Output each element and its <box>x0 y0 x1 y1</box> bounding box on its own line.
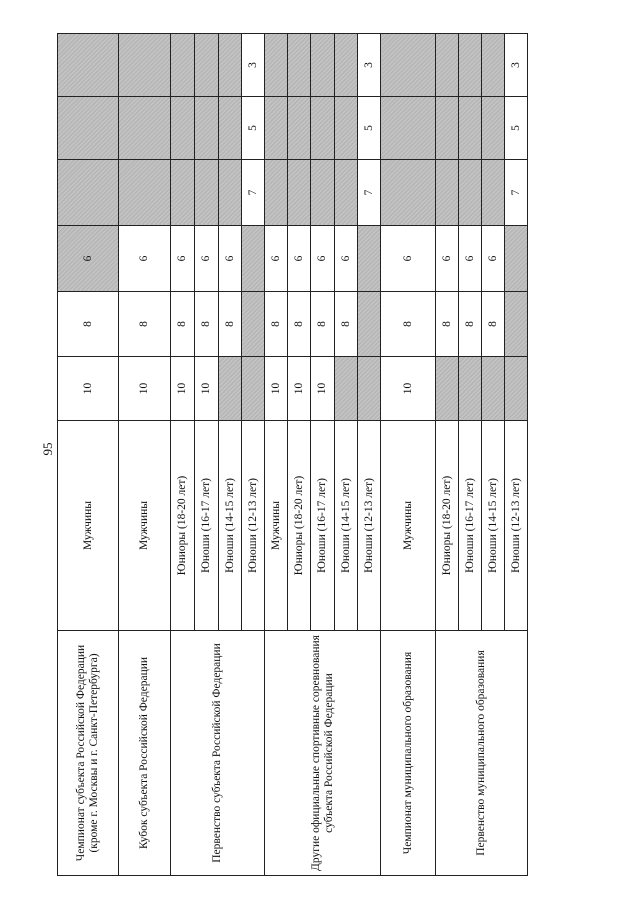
place-value-cell: 8 <box>171 292 195 357</box>
place-value-cell <box>171 160 195 226</box>
event-name-cell: Первенство субъекта Российской Федерации <box>171 631 265 876</box>
place-value-cell: 5 <box>242 97 265 160</box>
place-value-cell: 3 <box>505 34 528 97</box>
place-value-cell: 7 <box>242 160 265 226</box>
place-value-cell: 8 <box>288 292 311 357</box>
event-name-cell: Первенство муниципального образования <box>436 631 528 876</box>
place-value-cell <box>265 160 288 226</box>
place-value-cell <box>505 226 528 292</box>
place-value-cell: 10 <box>288 357 311 421</box>
place-value-cell <box>58 34 119 97</box>
place-value-cell <box>381 34 436 97</box>
place-value-cell <box>195 97 219 160</box>
place-value-cell <box>505 292 528 357</box>
place-value-cell <box>436 97 459 160</box>
place-value-cell <box>288 97 311 160</box>
place-value-cell <box>482 34 505 97</box>
place-value-cell <box>482 357 505 421</box>
place-value-cell <box>311 160 335 226</box>
place-value-cell <box>265 97 288 160</box>
event-name-cell: Другие официальные спортивные соревнования субъекта Российской Федерации <box>265 631 381 876</box>
table-row <box>119 34 171 876</box>
place-value-cell <box>459 160 482 226</box>
ranking-table <box>57 33 528 876</box>
category-cell: Юноши (14-15 лет) <box>219 421 242 631</box>
place-value-cell: 6 <box>219 226 242 292</box>
place-value-cell: 8 <box>436 292 459 357</box>
place-value-cell <box>358 357 381 421</box>
place-value-cell: 8 <box>482 292 505 357</box>
place-value-cell <box>335 97 358 160</box>
place-value-cell <box>358 292 381 357</box>
place-value-cell <box>381 97 436 160</box>
category-cell: Мужчины <box>381 421 436 631</box>
place-value-cell: 8 <box>335 292 358 357</box>
place-value-cell: 8 <box>195 292 219 357</box>
place-value-cell <box>482 97 505 160</box>
place-value-cell: 3 <box>358 34 381 97</box>
place-value-cell <box>171 97 195 160</box>
table-row <box>58 34 119 876</box>
place-value-cell <box>335 357 358 421</box>
place-value-cell <box>119 34 171 97</box>
place-value-cell: 6 <box>58 226 119 292</box>
place-value-cell: 8 <box>311 292 335 357</box>
place-value-cell <box>335 160 358 226</box>
place-value-cell <box>311 97 335 160</box>
category-cell: Юниоры (18-20 лет) <box>288 421 311 631</box>
place-value-cell <box>119 97 171 160</box>
place-value-cell <box>358 226 381 292</box>
category-cell: Юноши (16-17 лет) <box>195 421 219 631</box>
category-cell: Юниоры (18-20 лет) <box>171 421 195 631</box>
page-number: 95 <box>40 442 55 456</box>
table-body <box>58 34 528 876</box>
place-value-cell: 6 <box>119 226 171 292</box>
category-cell: Юниоры (18-20 лет) <box>436 421 459 631</box>
place-value-cell: 8 <box>119 292 171 357</box>
place-value-cell <box>242 226 265 292</box>
rotated-table-wrapper <box>57 34 522 876</box>
place-value-cell: 6 <box>459 226 482 292</box>
place-value-cell: 10 <box>311 357 335 421</box>
place-value-cell <box>219 160 242 226</box>
category-cell: Мужчины <box>58 421 119 631</box>
place-value-cell: 5 <box>358 97 381 160</box>
place-value-cell: 10 <box>381 357 436 421</box>
place-value-cell: 10 <box>195 357 219 421</box>
category-cell: Мужчины <box>265 421 288 631</box>
table-row <box>265 34 288 876</box>
table-row <box>171 34 195 876</box>
place-value-cell <box>436 34 459 97</box>
category-cell: Юноши (16-17 лет) <box>459 421 482 631</box>
place-value-cell <box>195 160 219 226</box>
place-value-cell <box>219 34 242 97</box>
place-value-cell <box>288 34 311 97</box>
place-value-cell: 8 <box>265 292 288 357</box>
place-value-cell: 3 <box>242 34 265 97</box>
place-value-cell: 6 <box>311 226 335 292</box>
place-value-cell <box>58 160 119 226</box>
event-name-cell: Чемпионат муниципального образования <box>381 631 436 876</box>
place-value-cell: 6 <box>335 226 358 292</box>
event-name-cell: Чемпионат субъекта Российской Федерации (кроме г. Москвы и г. Санкт-Петербурга) <box>58 631 119 876</box>
place-value-cell: 6 <box>195 226 219 292</box>
place-value-cell <box>288 160 311 226</box>
category-cell: Юноши (12-13 лет) <box>242 421 265 631</box>
category-cell: Юноши (14-15 лет) <box>335 421 358 631</box>
category-cell: Юноши (12-13 лет) <box>358 421 381 631</box>
place-value-cell: 8 <box>219 292 242 357</box>
table-row <box>381 34 436 876</box>
place-value-cell: 10 <box>58 357 119 421</box>
place-value-cell: 6 <box>171 226 195 292</box>
category-cell: Юноши (14-15 лет) <box>482 421 505 631</box>
category-cell: Юноши (12-13 лет) <box>505 421 528 631</box>
place-value-cell: 8 <box>58 292 119 357</box>
place-value-cell: 6 <box>381 226 436 292</box>
place-value-cell <box>265 34 288 97</box>
place-value-cell <box>171 34 195 97</box>
category-cell: Мужчины <box>119 421 171 631</box>
place-value-cell <box>335 34 358 97</box>
place-value-cell <box>482 160 505 226</box>
place-value-cell <box>219 357 242 421</box>
place-value-cell <box>58 97 119 160</box>
place-value-cell: 7 <box>358 160 381 226</box>
place-value-cell <box>242 357 265 421</box>
place-value-cell <box>242 292 265 357</box>
place-value-cell <box>505 357 528 421</box>
place-value-cell <box>459 357 482 421</box>
place-value-cell: 10 <box>265 357 288 421</box>
place-value-cell: 6 <box>288 226 311 292</box>
place-value-cell <box>459 97 482 160</box>
place-value-cell: 6 <box>482 226 505 292</box>
place-value-cell <box>195 34 219 97</box>
place-value-cell <box>219 97 242 160</box>
place-value-cell <box>436 357 459 421</box>
place-value-cell <box>381 160 436 226</box>
place-value-cell: 8 <box>381 292 436 357</box>
place-value-cell <box>436 160 459 226</box>
table-row <box>436 34 459 876</box>
place-value-cell <box>311 34 335 97</box>
place-value-cell: 6 <box>265 226 288 292</box>
place-value-cell: 5 <box>505 97 528 160</box>
event-name-cell: Кубок субъекта Российской Федерации <box>119 631 171 876</box>
place-value-cell <box>459 34 482 97</box>
place-value-cell: 7 <box>505 160 528 226</box>
place-value-cell: 10 <box>119 357 171 421</box>
place-value-cell: 10 <box>171 357 195 421</box>
category-cell: Юноши (16-17 лет) <box>311 421 335 631</box>
place-value-cell: 6 <box>436 226 459 292</box>
place-value-cell <box>119 160 171 226</box>
place-value-cell: 8 <box>459 292 482 357</box>
